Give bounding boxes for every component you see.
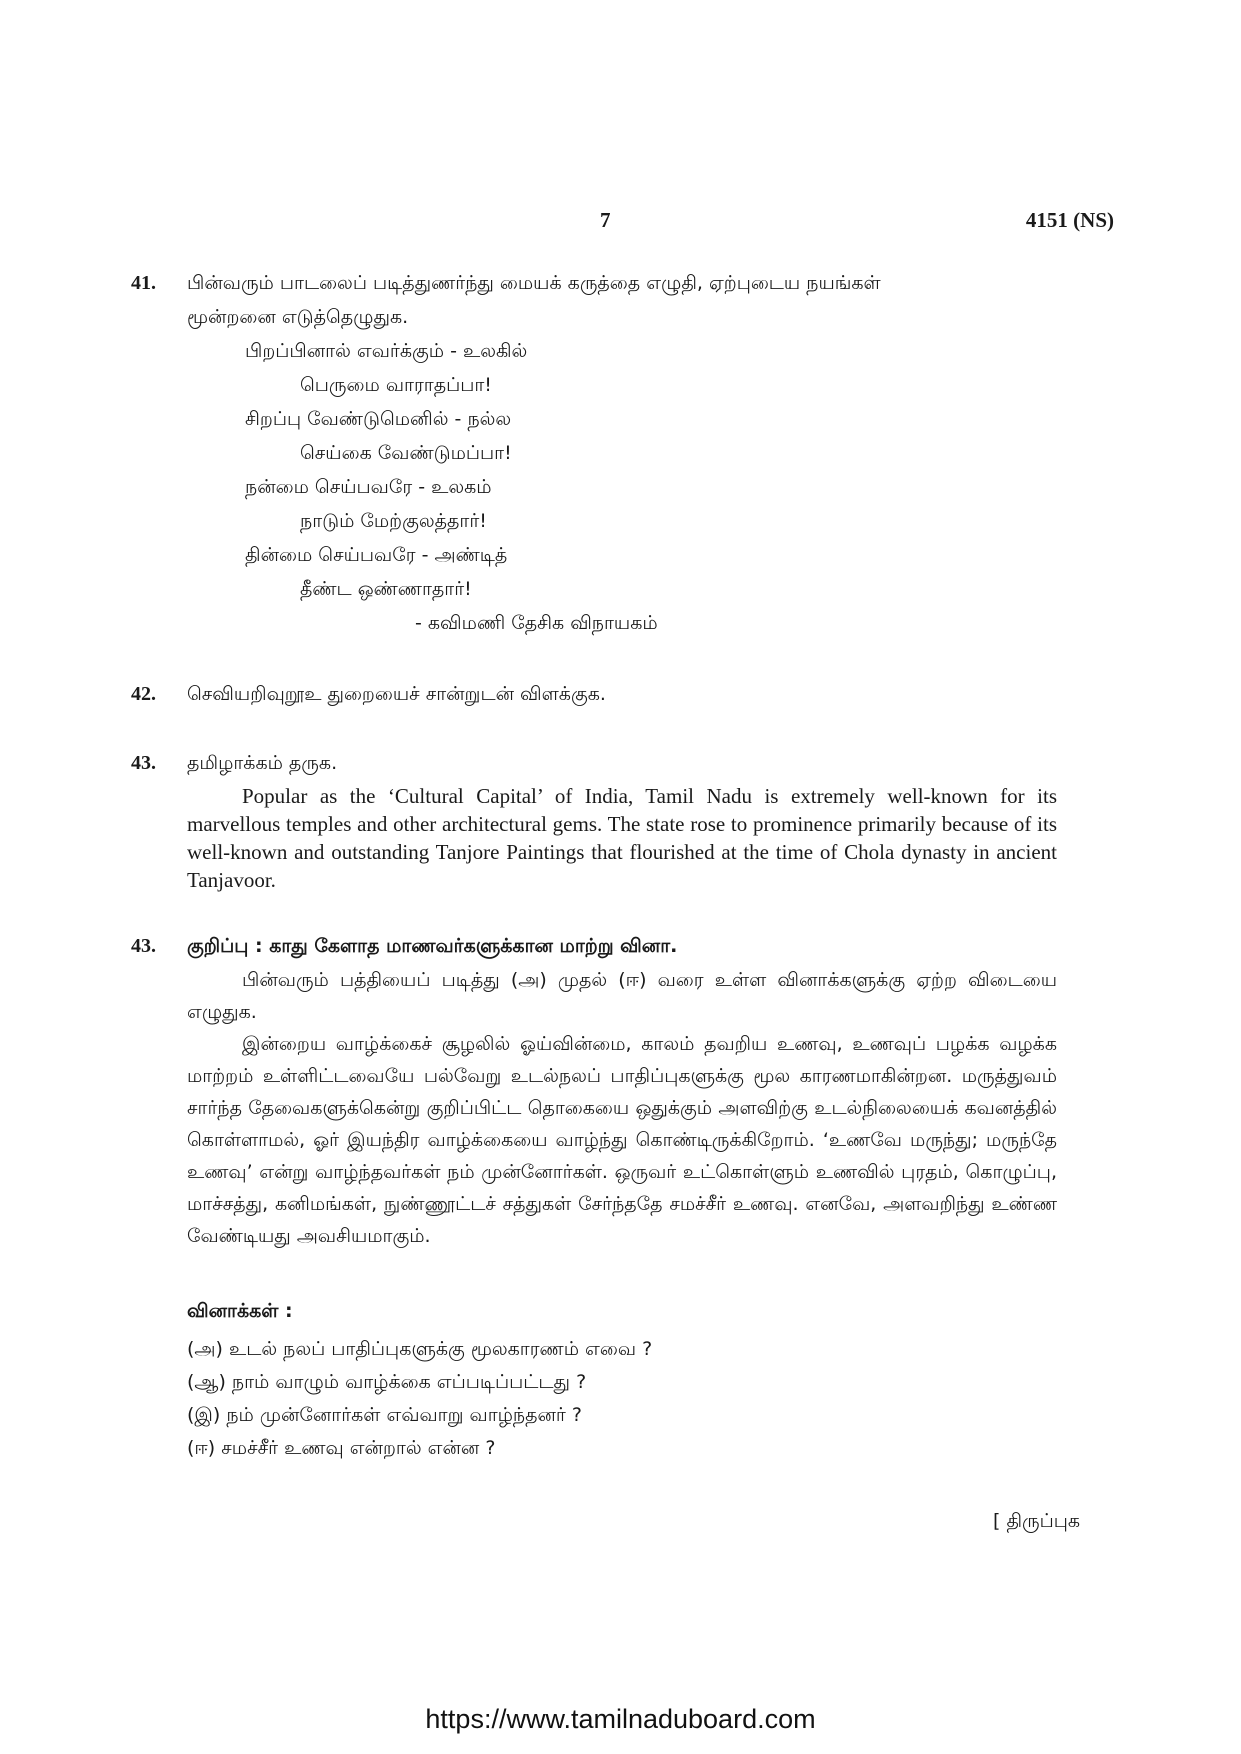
footer-url: https://www.tamilnaduboard.com <box>425 1704 816 1734</box>
question-42-number: 42. <box>131 683 156 705</box>
poem-line: செய்கை வேண்டுமப்பா! <box>300 442 512 464</box>
question-43-title: தமிழாக்கம் தருக. <box>187 752 338 774</box>
poem-line: சிறப்பு வேண்டுமெனில் - நல்ல <box>245 408 512 430</box>
poem-line: தீண்ட ஒண்ணாதார்! <box>300 578 472 600</box>
poem-author: - கவிமணி தேசிக விநாயகம் <box>415 612 658 634</box>
question-41-line-2: மூன்றனை எடுத்தெழுதுக. <box>187 306 409 328</box>
poem-line: தின்மை செய்பவரே - அண்டித் <box>245 544 508 566</box>
sub-question-ii: (ஈ) சமச்சீர் உணவு என்றால் என்ன ? <box>187 1437 496 1459</box>
question-43-alt-number: 43. <box>131 935 156 957</box>
question-41-number: 41. <box>131 272 156 294</box>
questions-label: வினாக்கள் : <box>187 1300 293 1322</box>
sub-question-a: (அ) உடல் நலப் பாதிப்புகளுக்கு மூலகாரணம் எவை ? <box>187 1338 653 1360</box>
question-41-line-1: பின்வரும் பாடலைப் படித்துணர்ந்து மையக் கருத்தை எழுதி, ஏற்புடைய நயங்கள் <box>187 272 881 294</box>
page-number: 7 <box>600 208 611 232</box>
poem-line: நாடும் மேற்குலத்தார்! <box>300 510 487 532</box>
sub-question-aa: (ஆ) நாம் வாழும் வாழ்க்கை எப்படிப்பட்டது ? <box>187 1371 587 1393</box>
question-43-alt-note: குறிப்பு : காது கேளாத மாணவர்களுக்கான மாற்று வினா. <box>187 935 678 957</box>
poem-line: பெருமை வாராதப்பா! <box>300 374 492 396</box>
poem-line: நன்மை செய்பவரே - உலகம் <box>245 476 492 498</box>
question-43-number: 43. <box>131 752 156 774</box>
tamil-passage: இன்றைய வாழ்க்கைச் சூழலில் ஓய்வின்மை, காலம் தவறிய உணவு, உணவுப் பழக்க வழக்க மாற்றம் உள்ளிட்டவையே பல்வேறு உடல்நலப் பாதிப்புகளுக்கு மூல காரணமாகின்றன. மருத்துவம் சார்ந்த தேவைகளுக்கென்று குறிப்பிட்ட தொகையை ஒதுக்கும் அளவிற்கு உடல்நிலையைக் கவனத்தில் கொள்ளாமல், ஓர் இயந்திர வாழ்க்கையை வாழ்ந்து கொண்டிருக்கிறோம். ‘உணவே மருந்து; மருந்தே உணவு’ என்று வாழ்ந்தவர்கள் நம் முன்னோர்கள். ஒருவர் உட்கொள்ளும் உணவில் புரதம், கொழுப்பு, மாச்சத்து, கனிமங்கள், நுண்ணூட்டச் சத்துகள் சேர்ந்ததே சமச்சீர் உணவு. எனவே, அளவறிந்து உண்ண வேண்டியது அவசியமாகும். <box>187 1033 1057 1247</box>
sub-question-i: (இ) நம் முன்னோர்கள் எவ்வாறு வாழ்ந்தனர் ? <box>187 1404 582 1426</box>
question-42-text: செவியறிவுறூஉ துறையைச் சான்றுடன் விளக்குக. <box>187 683 606 705</box>
poem-line: பிறப்பினால் எவர்க்கும் - உலகில் <box>245 340 528 362</box>
turn-over-note: [ திருப்புக <box>993 1510 1081 1532</box>
english-passage: Popular as the ‘Cultural Capital’ of India, Tamil Nadu is extremely well-known for its marvellous temples and other architectural gems. The state rose to prominence primarily because of its well-known and outstanding Tanjore Paintings that flourished at the time of Chola dynasty in ancient Tanjavoor. <box>187 784 1057 892</box>
paper-code: 4151 (NS) <box>1025 208 1114 232</box>
question-43-alt-body <box>187 964 1057 1252</box>
sub-question-list <box>187 1333 652 1465</box>
instruction-text: பின்வரும் பத்தியைப் படித்து (அ) முதல் (ஈ) வரை உள்ள வினாக்களுக்கு ஏற்ற விடையை எழுதுக. <box>187 969 1057 1023</box>
